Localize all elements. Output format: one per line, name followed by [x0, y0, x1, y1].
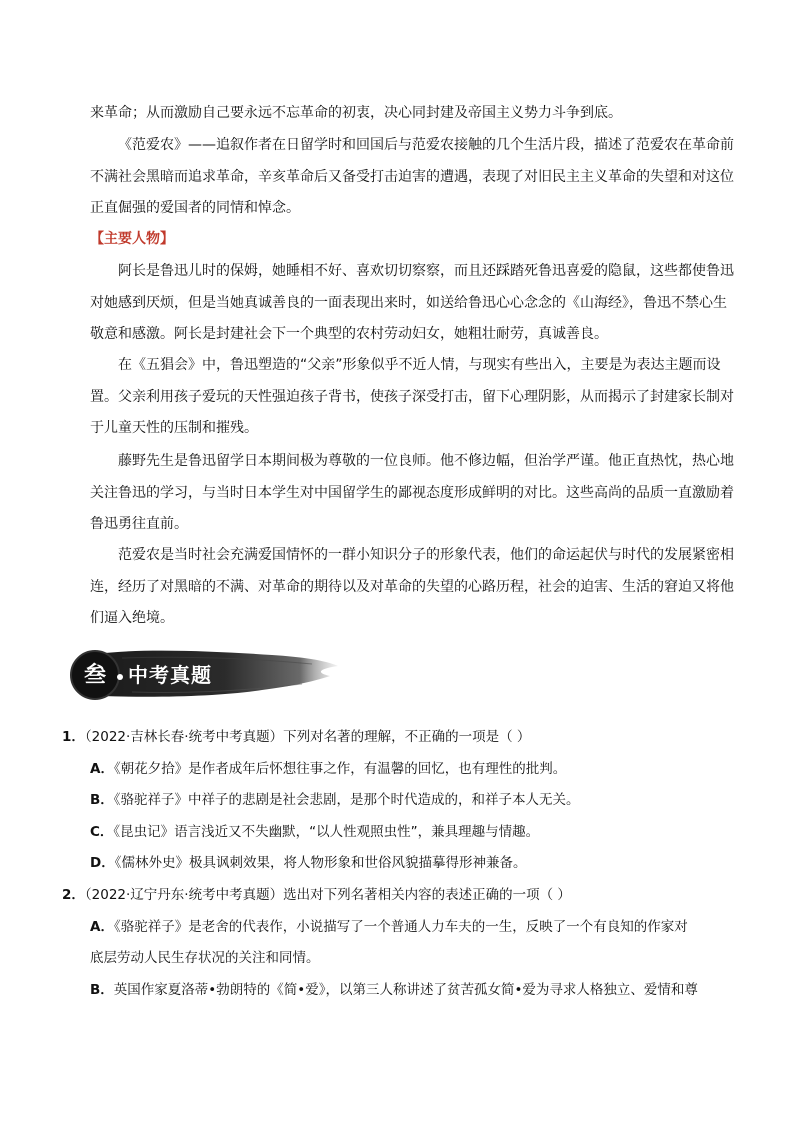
question-stem: [62, 880, 732, 912]
text-line: 在《五猖会》中，鲁迅塑造的“父亲”形象似乎不近人情，与现实有些出入，主要是为表达主题而设: [118, 357, 721, 373]
option-letter: A．: [90, 760, 114, 777]
text-line: 对她感到厌烦，但是当她真诚善良的一面表现出来时，如送给鲁迅心心念念的《山海经》，鲁迅不禁心生: [90, 294, 727, 311]
text-line: 们逼入绝境。: [90, 610, 174, 626]
option-text: 《昆虫记》语言浅近又不失幽默，“以人性观照虫性”，兼具理趣与情趣。: [113, 823, 540, 840]
option-a[interactable]: [62, 912, 732, 944]
option-letter: C．: [90, 823, 114, 840]
question-text: （2022·吉林长春·统考中考真题）下列对名著的理解，不正确的一项是（ ）: [84, 729, 531, 745]
option-text: 英国作家夏洛蒂•勃朗特的《简•爱》，以第三人称讲述了贫苦孤女简•爱为寻求人格独立、爱情和尊: [113, 981, 698, 998]
question-1: [62, 722, 732, 880]
question-number: 2．: [62, 887, 85, 903]
fan-ainong-summary: [90, 130, 734, 225]
text-line: 置。父亲利用孩子爱玩的天性强迫孩子背书，使孩子深受打击，留下心理阴影，从而揭示了封建家长制对: [90, 388, 734, 405]
option-text: 《骆驼祥子》中祥子的悲剧是社会悲剧，是那个时代造成的，和祥子本人无关。: [113, 792, 580, 808]
text-line: 来革命；从而激励自己要永远不忘革命的初衷，决心同封建及帝国主义势力斗争到底。: [90, 105, 622, 121]
option-letter: B．: [90, 792, 114, 808]
question-2: [62, 880, 732, 1006]
option-text: 《儒林外史》极具讽刺效果，将人物形象和世俗风貌描摹得形神兼备。: [114, 855, 527, 871]
text-line: 敬意和感激。阿长是封建社会下一个典型的农村劳动妇女，她粗壮耐劳，真诚善良。: [90, 326, 608, 342]
question-stem: [62, 722, 732, 754]
section-heading-main-characters: 【主要人物】: [90, 231, 174, 247]
option-a[interactable]: [62, 754, 732, 786]
option-a-continued: 底层劳动人民生存状况的关注和同情。: [90, 950, 320, 966]
text-line: 阿长是鲁迅儿时的保姆，她睡相不好、喜欢切切察察，而且还踩踏死鲁迅喜爱的隐鼠，这些都使鲁迅: [118, 263, 734, 279]
fujino-paragraph: [90, 446, 734, 541]
section-title: 中考真题: [128, 663, 212, 687]
text-line: 《范爱农》——追叙作者在日留学时和回国后与范爱农接触的几个生活片段，描述了范爱农在革命前: [118, 137, 734, 153]
text-line: 关注鲁迅的学习，与当时日本学生对中国留学生的鄙视态度形成鲜明的对比。这些高尚的品质一直激励着: [90, 484, 734, 501]
option-b[interactable]: [62, 975, 732, 1007]
text-line: 范爱农是当时社会充满爱国情怀的一群小知识分子的形象代表，他们的命运起伏与时代的发展紧密相: [118, 547, 734, 563]
option-c[interactable]: [62, 817, 732, 849]
question-text: （2022·辽宁丹东·统考中考真题）选出对下列名著相关内容的表述正确的一项（ ）: [84, 887, 571, 903]
question-number: 1．: [62, 729, 85, 745]
option-letter: D．: [90, 855, 115, 871]
section-number: 叁: [83, 662, 106, 688]
option-d[interactable]: [62, 848, 732, 880]
option-letter: B．: [90, 981, 114, 998]
fan-ainong-character-paragraph: [90, 540, 734, 635]
option-b[interactable]: [62, 785, 732, 817]
option-letter: A．: [90, 918, 114, 935]
father-paragraph: [90, 350, 734, 445]
text-line: 藤野先生是鲁迅留学日本期间极为尊敬的一位良师。他不修边幅，但治学严谨。他正直热忱，热心地: [118, 453, 734, 469]
text-line: 于儿童天性的压制和摧残。: [90, 420, 258, 436]
option-text: 《朝花夕拾》是作者成年后怀想往事之作，有温馨的回忆，也有理性的批判。: [113, 760, 567, 777]
intro-paragraph: [90, 98, 722, 130]
achang-paragraph: [90, 256, 734, 351]
option-text: 《骆驼祥子》是老舍的代表作，小说描写了一个普通人力车夫的一生，反映了一个有良知的作家对: [113, 918, 688, 935]
text-line: 正直倔强的爱国者的同情和悼念。: [90, 200, 300, 216]
text-line: 连，经历了对黑暗的不满、对革命的期待以及对革命的失望的心路历程，社会的迫害、生活的窘迫又将他: [90, 578, 734, 595]
section-banner: [62, 646, 342, 704]
text-line: 不满社会黑暗而追求革命，辛亥革命后又备受打击迫害的遭遇，表现了对旧民主主义革命的失望和对这位: [90, 168, 734, 185]
text-line: 鲁迅勇往直前。: [90, 516, 188, 532]
